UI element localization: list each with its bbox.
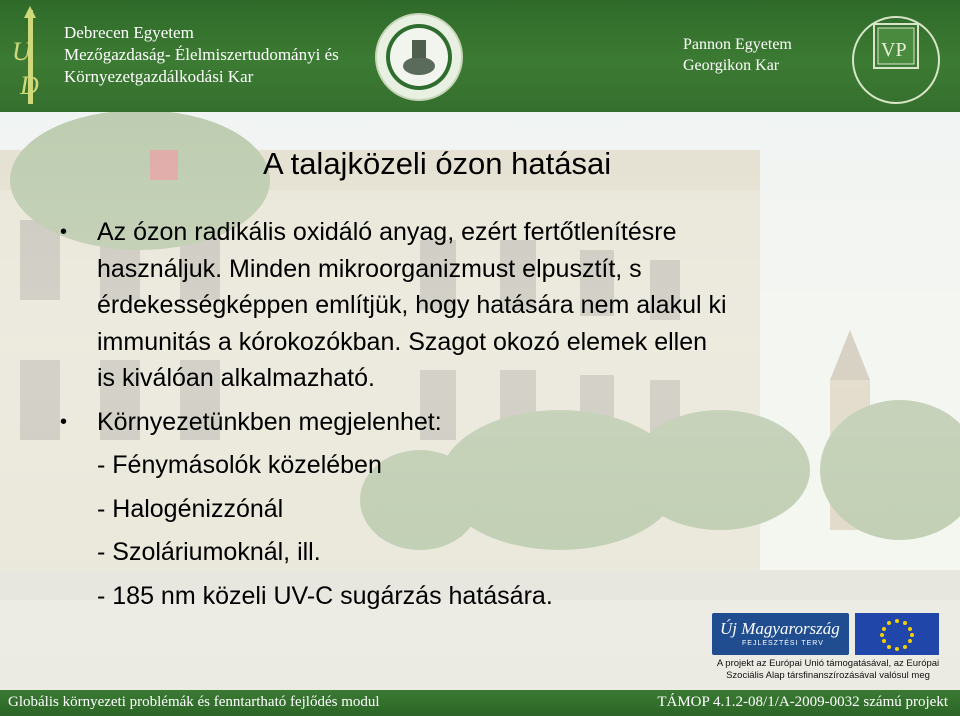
uj-magyarorszag-logo (712, 613, 849, 655)
uj-magyarorszag-text: Új Magyarország (720, 619, 840, 638)
debrecen-logo-letter-u: U (12, 37, 31, 66)
funding-logos (712, 613, 944, 687)
debrecen-faculty-name (64, 22, 339, 88)
pannon-faculty-name (683, 34, 792, 76)
footer-project-id: TÁMOP 4.1.2-08/1/A-2009-0032 számú projekt (657, 694, 948, 710)
debrecen-university-logo (6, 4, 66, 110)
sub-item: - Halogénizzónál (97, 494, 284, 523)
bullet-line: érdekességképpen említjük, hogy hatására nem alakul ki (97, 291, 727, 319)
debrecen-logo-letter-d: D (20, 71, 39, 100)
bullet-item (60, 404, 920, 441)
pannon-line-1: Pannon Egyetem (683, 36, 792, 53)
debrecen-line-3: Környezetgazdálkodási Kar (64, 67, 254, 86)
sub-item: - Fénymásolók közelében (97, 451, 382, 479)
eu-caption-line: Szociális Alap társfinanszírozásával valósul meg (726, 670, 930, 681)
eu-flag-icon (855, 613, 939, 655)
bullet-dot: • (60, 410, 68, 433)
debrecen-line-1: Debrecen Egyetem (64, 23, 194, 42)
bullet-dot: • (60, 221, 68, 243)
bullet-line: immunitás a kórokozókban. Szagot okozó elemek ellen (97, 327, 708, 356)
bullet-line: Az ózon radikális oxidáló anyag, ezért fertőtlenítésre (97, 218, 677, 246)
bullet-line: is kiválóan alkalmazható. (97, 364, 375, 392)
pannon-line-2: Georgikon Kar (683, 57, 780, 74)
footer-module-name: Globális környezeti problémák és fenntartható fejlődés modul (8, 694, 380, 710)
header-banner (0, 0, 960, 112)
pannon-university-logo (848, 10, 944, 106)
uj-magyarorszag-subtext: FEJLESZTÉSI TERV (742, 640, 824, 647)
eu-funding-caption (712, 658, 944, 682)
sub-item: - 185 nm közeli UV-C sugárzás hatására. (97, 581, 553, 610)
pannon-logo-letters: VP (881, 39, 907, 61)
bullet-line: Környezetünkben megjelenhet: (97, 407, 442, 436)
sub-item: - Szoláriumoknál, ill. (97, 538, 321, 566)
faculty-seal-logo (374, 12, 464, 102)
slide-title: A talajközeli ózon hatásai (263, 146, 612, 181)
bullet-line: használjuk. Minden mikroorganizmust elpusztít, s (97, 254, 642, 283)
debrecen-line-2: Mezőgazdaság- Élelmiszertudományi és (64, 45, 339, 64)
eu-caption-line: A projekt az Európai Unió támogatásával, az Európai (716, 658, 940, 669)
bullet-item (60, 214, 920, 397)
slide-content (60, 214, 920, 614)
